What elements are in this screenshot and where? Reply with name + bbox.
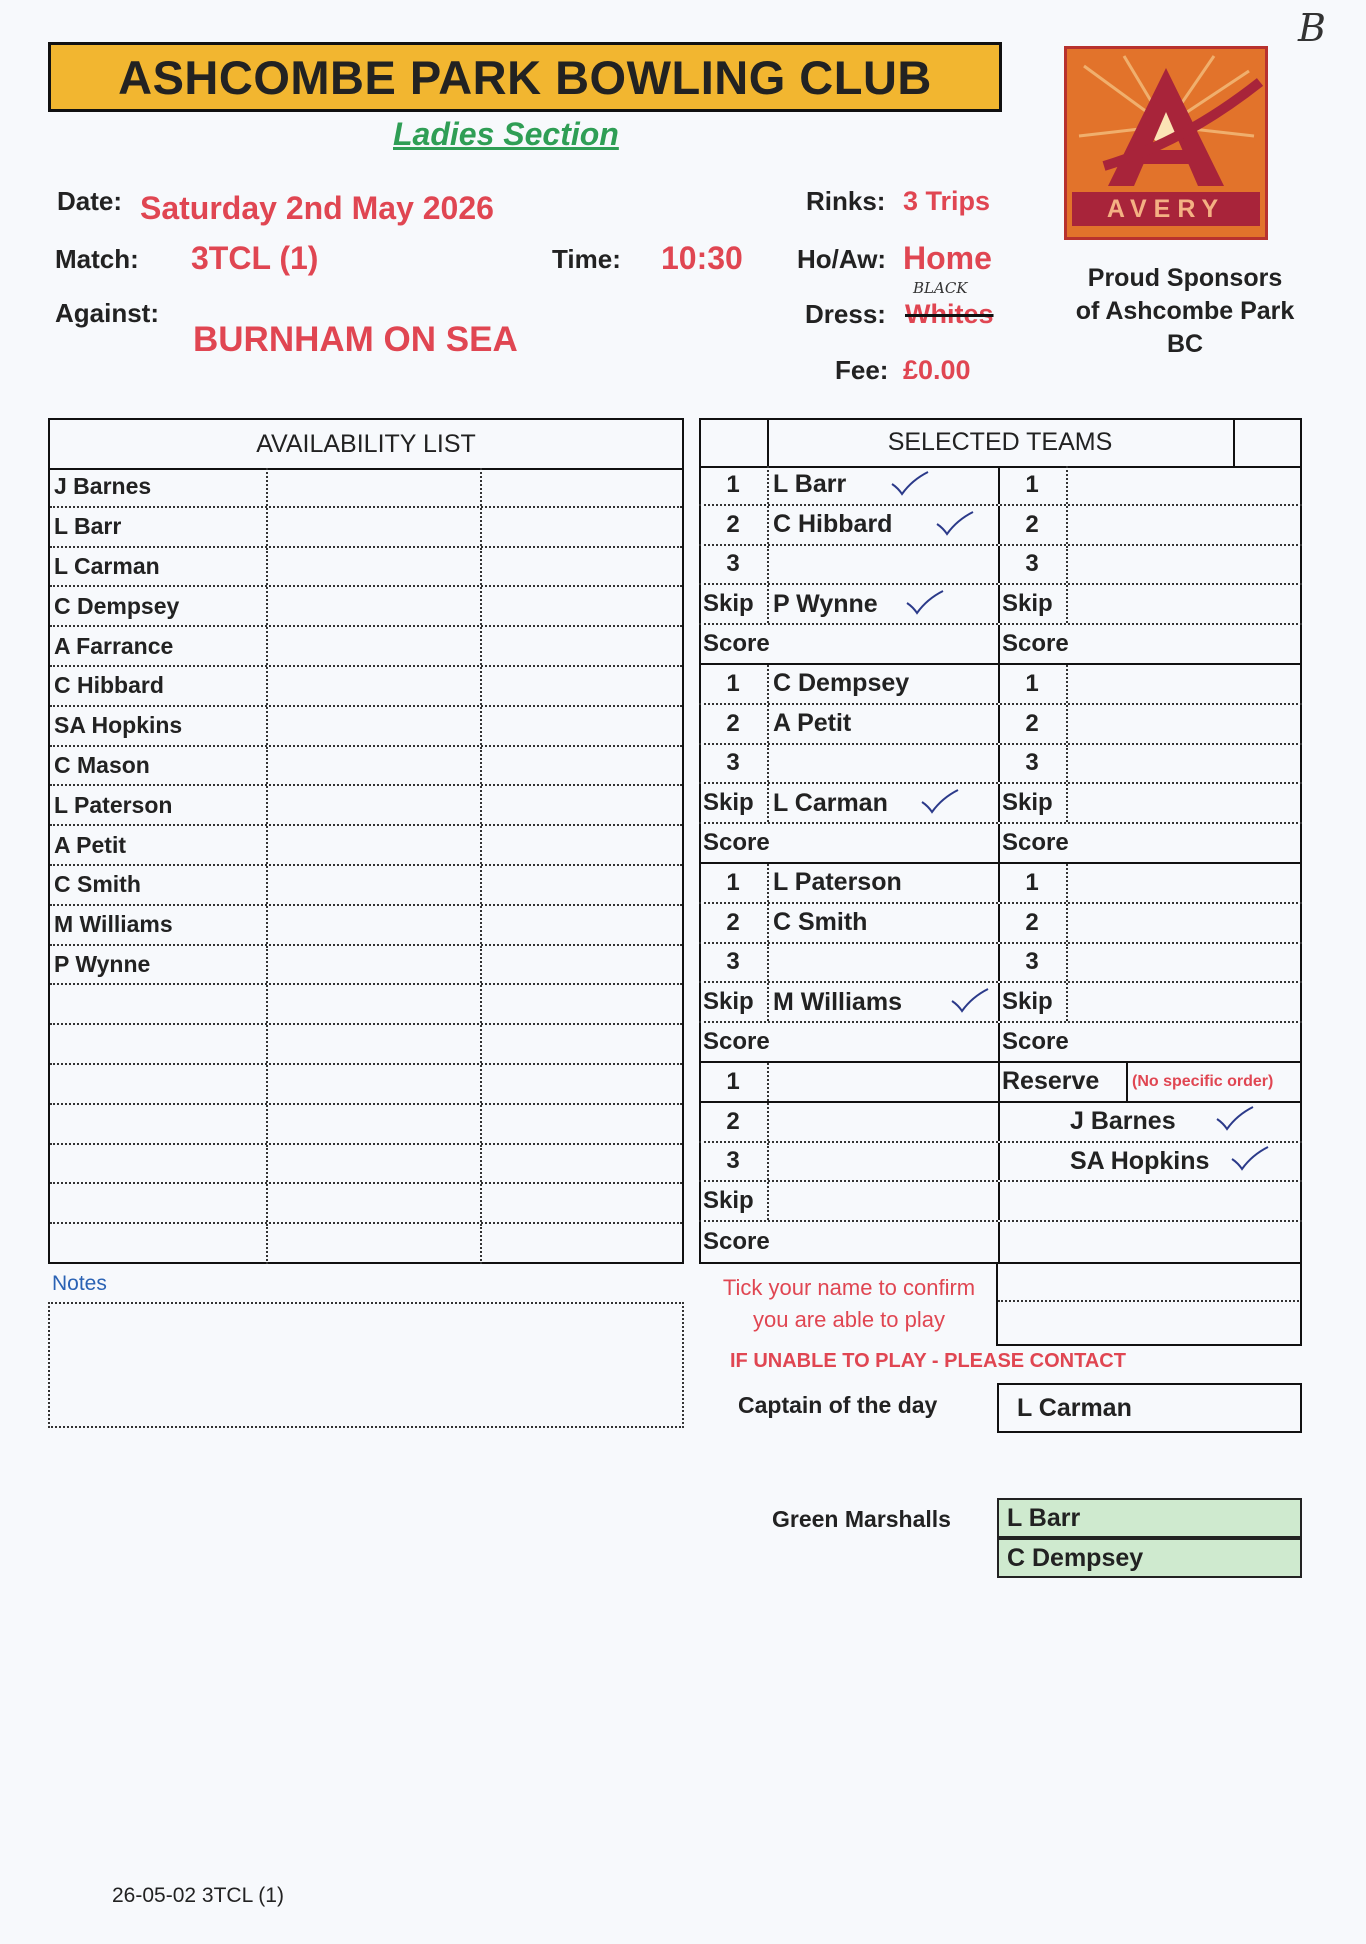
column-divider <box>480 587 482 625</box>
position-label: 1 <box>726 868 740 896</box>
availability-title: AVAILABILITY LIST <box>50 420 682 470</box>
section-title: Ladies Section <box>393 116 619 152</box>
column-divider <box>1066 705 1068 743</box>
tick-mark-icon <box>905 589 945 615</box>
team-row <box>699 1023 1302 1063</box>
team-row <box>699 1222 1302 1262</box>
notes-label: Notes <box>52 1272 107 1295</box>
column-divider <box>767 745 769 783</box>
position-label: Skip <box>1002 988 1053 1016</box>
selected-player: M Williams <box>773 987 902 1016</box>
position-label: Score <box>703 1028 770 1056</box>
team-row <box>699 745 1302 785</box>
column-divider <box>1066 665 1068 703</box>
availability-row <box>50 707 682 747</box>
position-label: Score <box>1002 829 1069 857</box>
column-divider <box>998 1103 1000 1141</box>
column-divider <box>480 667 482 705</box>
availability-row <box>50 906 682 946</box>
column-divider <box>767 466 769 504</box>
availability-row <box>50 747 682 787</box>
column-divider <box>1066 784 1068 822</box>
availability-row <box>50 1025 682 1065</box>
column-divider <box>480 1224 482 1264</box>
sponsor-text <box>1060 262 1310 361</box>
team-row <box>699 546 1302 586</box>
dress-label: Dress: <box>805 299 886 329</box>
column-divider <box>998 1182 1000 1220</box>
position-label: Score <box>1002 630 1069 658</box>
position-label: Score <box>703 829 770 857</box>
column-divider <box>1066 506 1068 544</box>
position-label: 1 <box>1025 470 1039 498</box>
tick-mark-icon <box>950 987 990 1013</box>
column-divider <box>1066 864 1068 902</box>
tick-mark-icon <box>1215 1105 1255 1131</box>
team-row <box>699 665 1302 705</box>
column-divider <box>266 1105 268 1143</box>
column-divider <box>266 906 268 944</box>
column-divider <box>266 1184 268 1222</box>
column-divider <box>266 627 268 665</box>
column-divider <box>266 866 268 904</box>
match-value: 3TCL (1) <box>191 240 319 276</box>
logo-text: AVERY <box>1106 194 1226 223</box>
position-label: Skip <box>703 1187 754 1215</box>
player-name: C Dempsey <box>54 592 180 619</box>
team-row <box>699 983 1302 1023</box>
position-label: 3 <box>1025 550 1039 578</box>
sponsor-line: BC <box>1166 330 1204 358</box>
column-divider <box>480 508 482 546</box>
against-value: BURNHAM ON SEA <box>193 320 518 359</box>
tick-mark-icon <box>1230 1145 1270 1171</box>
column-divider <box>1066 904 1068 942</box>
position-label: 1 <box>726 1067 740 1095</box>
availability-row <box>50 985 682 1025</box>
column-divider <box>480 468 482 506</box>
position-label: 3 <box>726 550 740 578</box>
club-title: ASHCOMBE PARK BOWLING CLUB <box>48 42 1002 112</box>
tick-mark-icon <box>920 788 960 814</box>
column-divider <box>266 985 268 1023</box>
column-divider <box>1066 585 1068 623</box>
team-row <box>699 1182 1302 1222</box>
rinks-value: 3 Trips <box>903 186 991 216</box>
position-label: Score <box>1002 1028 1069 1056</box>
sponsor-line: of Ashcombe Park <box>1075 297 1295 325</box>
column-divider <box>480 1145 482 1183</box>
column-divider <box>266 508 268 546</box>
column-divider <box>480 906 482 944</box>
position-label: 1 <box>726 470 740 498</box>
column-divider <box>266 1065 268 1103</box>
position-label: 3 <box>726 749 740 777</box>
sponsor-line: Proud Sponsors <box>1087 264 1283 292</box>
selected-player: L Paterson <box>773 868 902 897</box>
column-divider <box>1066 983 1068 1021</box>
hoaw-label: Ho/Aw: <box>797 244 887 274</box>
team-row <box>699 585 1302 625</box>
column-divider <box>480 707 482 745</box>
tick-message-line: Tick your name to confirm <box>722 1275 976 1300</box>
column-divider <box>480 985 482 1023</box>
green-marshall-name: L Barr <box>997 1498 1302 1538</box>
notes-box <box>48 1302 684 1428</box>
player-name: C Hibbard <box>54 672 164 699</box>
rinks-label: Rinks: <box>806 186 886 216</box>
dress-crossed-value: Whites <box>905 299 994 329</box>
column-divider <box>266 1025 268 1063</box>
team-row <box>699 1103 1302 1143</box>
position-label: Skip <box>1002 590 1053 618</box>
availability-row <box>50 1224 682 1264</box>
column-divider <box>767 506 769 544</box>
column-divider <box>266 667 268 705</box>
column-divider <box>266 1224 268 1264</box>
tick-mark-icon <box>935 510 975 536</box>
column-divider <box>480 946 482 984</box>
column-divider <box>767 585 769 623</box>
team-row <box>699 1143 1302 1183</box>
team-row <box>699 824 1302 864</box>
column-divider <box>998 1222 1000 1262</box>
player-name: J Barnes <box>54 473 152 500</box>
team-row <box>699 466 1302 506</box>
position-label: Skip <box>703 590 754 618</box>
match-label: Match: <box>55 244 139 274</box>
column-divider <box>480 548 482 586</box>
tick-mark-icon <box>890 470 930 496</box>
position-label: Score <box>703 630 770 658</box>
position-label: 2 <box>726 510 740 538</box>
team-row <box>699 944 1302 984</box>
column-divider <box>1066 745 1068 783</box>
against-label: Against: <box>55 298 159 328</box>
column-divider <box>998 1143 1000 1181</box>
position-label: 2 <box>726 908 740 936</box>
team-row <box>699 1063 1302 1103</box>
column-divider <box>480 826 482 864</box>
footer-code: 26-05-02 3TCL (1) <box>112 1884 284 1907</box>
tick-message-line: you are able to play <box>752 1307 946 1332</box>
column-divider <box>480 627 482 665</box>
availability-row <box>50 1145 682 1185</box>
tick-message <box>699 1272 999 1336</box>
team-row <box>699 864 1302 904</box>
player-name: SA Hopkins <box>54 712 183 739</box>
time-label: Time: <box>552 244 621 274</box>
column-divider <box>998 625 1000 663</box>
position-label: 2 <box>1025 510 1039 538</box>
column-divider <box>767 904 769 942</box>
player-name: L Barr <box>54 513 122 540</box>
availability-row <box>50 667 682 707</box>
green-marshalls-label: Green Marshalls <box>772 1506 951 1532</box>
player-name: M Williams <box>54 911 173 938</box>
column-divider <box>767 1143 769 1181</box>
availability-row <box>50 1184 682 1224</box>
reserve-player: J Barnes <box>1070 1107 1176 1136</box>
column-divider <box>1066 466 1068 504</box>
selected-player: A Petit <box>773 709 852 738</box>
column-divider <box>767 705 769 743</box>
column-divider <box>998 1023 1000 1061</box>
team-row <box>699 506 1302 546</box>
green-marshall-name: C Dempsey <box>997 1538 1302 1578</box>
selected-teams-table <box>699 418 1302 1346</box>
selected-player: C Smith <box>773 908 868 937</box>
availability-row <box>50 627 682 667</box>
fee-label: Fee: <box>835 355 889 385</box>
selected-player: L Barr <box>773 470 847 499</box>
availability-row <box>50 468 682 508</box>
column-divider <box>480 1025 482 1063</box>
column-divider <box>1126 1063 1128 1101</box>
column-divider <box>266 826 268 864</box>
date-label: Date: <box>57 186 123 216</box>
reserve-extra-row <box>998 1262 1302 1302</box>
position-label: 1 <box>1025 669 1039 697</box>
column-divider <box>480 747 482 785</box>
column-divider <box>480 786 482 824</box>
column-divider <box>767 546 769 584</box>
column-divider <box>266 587 268 625</box>
player-name: L Paterson <box>54 791 173 818</box>
column-divider <box>767 944 769 982</box>
column-divider <box>480 1105 482 1143</box>
selected-player: L Carman <box>773 788 888 817</box>
position-label: 2 <box>726 1107 740 1135</box>
position-label: 1 <box>1025 868 1039 896</box>
reserve-label: Reserve <box>1002 1067 1100 1096</box>
corner-mark: B <box>1298 6 1326 50</box>
position-label: 2 <box>726 709 740 737</box>
availability-row <box>50 1105 682 1145</box>
column-divider <box>767 864 769 902</box>
column-divider <box>266 1145 268 1183</box>
header-divider <box>1233 418 1235 466</box>
hoaw-value: Home <box>903 240 992 276</box>
selected-player: C Dempsey <box>773 669 910 698</box>
player-name: L Carman <box>54 552 160 579</box>
sponsor-logo <box>1064 46 1268 240</box>
availability-row <box>50 826 682 866</box>
position-label: Score <box>703 1228 770 1256</box>
column-divider <box>767 1182 769 1220</box>
column-divider <box>998 983 1000 1021</box>
availability-row <box>50 508 682 548</box>
column-divider <box>998 1063 1000 1101</box>
column-divider <box>480 866 482 904</box>
date-value: Saturday 2nd May 2026 <box>140 190 494 226</box>
column-divider <box>998 784 1000 822</box>
captain-label: Captain of the day <box>738 1392 938 1418</box>
dress-handwritten: BLACK <box>913 279 968 297</box>
reserve-player: SA Hopkins <box>1070 1146 1210 1175</box>
availability-row <box>50 786 682 826</box>
position-label: 3 <box>726 1147 740 1175</box>
position-label: Skip <box>703 789 754 817</box>
reserve-extra-row <box>998 1302 1302 1342</box>
selected-player: P Wynne <box>773 589 878 618</box>
availability-row <box>50 946 682 986</box>
position-label: Skip <box>703 988 754 1016</box>
selected-teams-title: SELECTED TEAMS <box>887 427 1113 456</box>
player-name: C Smith <box>54 871 141 898</box>
selected-player: C Hibbard <box>773 510 893 539</box>
reserve-note: (No specific order) <box>1132 1072 1274 1090</box>
column-divider <box>480 1184 482 1222</box>
captain-value: L Carman <box>997 1383 1302 1433</box>
time-value: 10:30 <box>661 240 743 276</box>
position-label: Skip <box>1002 789 1053 817</box>
column-divider <box>266 946 268 984</box>
column-divider <box>767 983 769 1021</box>
player-name: P Wynne <box>54 950 151 977</box>
column-divider <box>480 1065 482 1103</box>
column-divider <box>767 1103 769 1141</box>
column-divider <box>266 468 268 506</box>
column-divider <box>998 585 1000 623</box>
availability-row <box>50 1065 682 1105</box>
unable-message: IF UNABLE TO PLAY - PLEASE CONTACT <box>730 1350 1126 1372</box>
player-name: A Petit <box>54 831 126 858</box>
position-label: 1 <box>726 669 740 697</box>
column-divider <box>1066 546 1068 584</box>
team-row <box>699 705 1302 745</box>
player-name: C Mason <box>54 751 150 778</box>
column-divider <box>998 824 1000 862</box>
column-divider <box>767 784 769 822</box>
availability-row <box>50 548 682 588</box>
column-divider <box>266 548 268 586</box>
column-divider <box>767 665 769 703</box>
fee-value: £0.00 <box>903 355 971 385</box>
column-divider <box>767 1063 769 1101</box>
column-divider <box>266 707 268 745</box>
player-name: A Farrance <box>54 632 174 659</box>
team-row <box>699 625 1302 665</box>
column-divider <box>266 786 268 824</box>
position-label: 3 <box>1025 948 1039 976</box>
position-label: 2 <box>1025 709 1039 737</box>
column-divider <box>1066 944 1068 982</box>
position-label: 2 <box>1025 908 1039 936</box>
team-row <box>699 904 1302 944</box>
position-label: 3 <box>1025 749 1039 777</box>
availability-table <box>48 418 684 1264</box>
team-row <box>699 784 1302 824</box>
availability-row <box>50 866 682 906</box>
position-label: 3 <box>726 948 740 976</box>
availability-row <box>50 587 682 627</box>
column-divider <box>266 747 268 785</box>
